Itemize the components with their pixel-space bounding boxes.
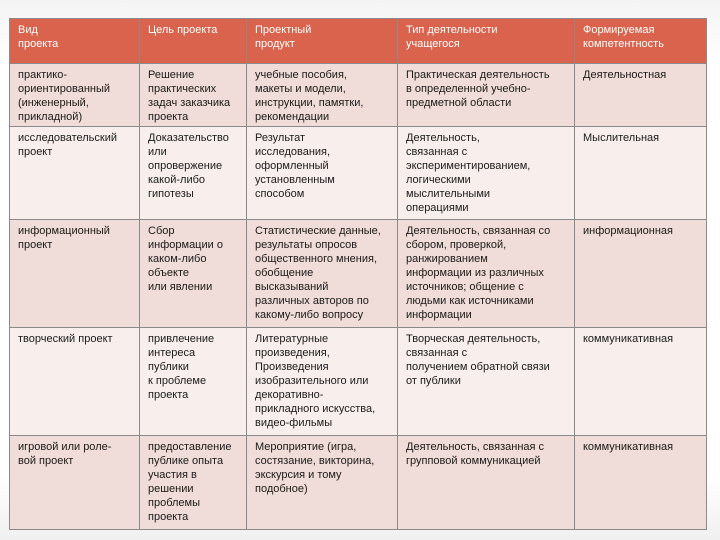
cell-activity-type: Деятельность, связанная со сбором, проверкой, ранжированием информации из различных источников; общение с людьми как источниками информации	[398, 220, 575, 328]
cell-project-product: Мероприятие (игра, состязание, викторина, экскурсия и тому подобное)	[247, 436, 398, 530]
cell-activity-type: Деятельность, связанная с экспериментированием, логическими мыслительными операциями	[398, 127, 575, 220]
cell-project-goal: Сбор информации о каком-либо объекте или явлении	[140, 220, 247, 328]
cell-competence: информационная	[575, 220, 707, 328]
cell-project-goal: Решение практических задач заказчика проекта	[140, 64, 247, 127]
cell-project-goal: Доказательство или опровержение какой-либо гипотезы	[140, 127, 247, 220]
header-competence: Формируемая компетентность	[575, 19, 707, 64]
cell-competence: Мыслительная	[575, 127, 707, 220]
header-activity-type: Тип деятельности учащегося	[398, 19, 575, 64]
table-row	[10, 220, 707, 328]
cell-project-type: игровой или роле- вой проект	[10, 436, 140, 530]
project-types-table	[9, 18, 707, 530]
table-row	[10, 127, 707, 220]
header-project-type: Вид проекта	[10, 19, 140, 64]
cell-project-type: творческий проект	[10, 328, 140, 436]
table-header-row	[10, 19, 707, 64]
cell-project-product: Статистические данные, результаты опросов общественного мнения, обобщение высказываний различных авторов по какому-либо вопросу	[247, 220, 398, 328]
cell-activity-type: Деятельность, связанная с групповой коммуникацией	[398, 436, 575, 530]
cell-project-goal: предоставление публике опыта участия в решении проблемы проекта	[140, 436, 247, 530]
header-project-product: Проектный продукт	[247, 19, 398, 64]
cell-activity-type: Практическая деятельность в определенной учебно- предметной области	[398, 64, 575, 127]
cell-project-type: практико- ориентированный (инженерный, прикладной)	[10, 64, 140, 127]
cell-project-type: информационный проект	[10, 220, 140, 328]
cell-competence: коммуникативная	[575, 328, 707, 436]
cell-competence: Деятельностная	[575, 64, 707, 127]
table-row	[10, 328, 707, 436]
cell-project-product: учебные пособия, макеты и модели, инструкции, памятки, рекомендации	[247, 64, 398, 127]
cell-project-product: Результат исследования, оформленный установленным способом	[247, 127, 398, 220]
table-row	[10, 64, 707, 127]
cell-activity-type: Творческая деятельность, связанная с получением обратной связи от публики	[398, 328, 575, 436]
cell-project-type: исследовательский проект	[10, 127, 140, 220]
cell-project-product: Литературные произведения, Произведения изобразительного или декоративно- прикладного искусства, видео-фильмы	[247, 328, 398, 436]
header-project-goal: Цель проекта	[140, 19, 247, 64]
table-row	[10, 436, 707, 530]
cell-competence: коммуникативная	[575, 436, 707, 530]
cell-project-goal: привлечение интереса публики к проблеме проекта	[140, 328, 247, 436]
